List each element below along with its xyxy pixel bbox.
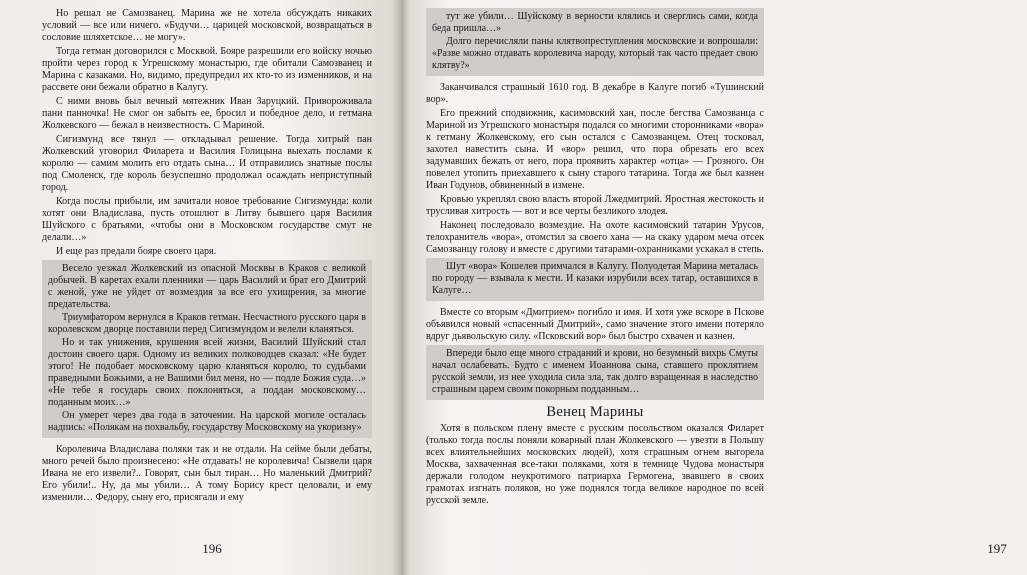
text-block	[426, 82, 764, 256]
paragraph: Королевича Владислава поляки так и не отдали. На сейме были дебаты, много речей было произнесено: «Не отдавать! не королевича! Сызвели царя Ивана не его извели?.. Говорят, сын был тиран… Но маленький Дмитрий? Его убили!.. Ну, да мы убили… А тому Борису крест целовали, и ему изменили… Федору, сыну его, присягали и ему	[42, 444, 372, 503]
paragraph: Триумфатором вернулся в Краков гетман. Несчастного русского царя в королевском дворце поставили перед Сигизмундом и велели кланяться.	[48, 312, 366, 335]
left-page-number: 196	[202, 541, 222, 556]
paragraph: Хотя в польском плену вместе с русским посольством оказался Филарет (только тогда послы поняли коварный план Жолкевского — увезти в Польшу всех влиятельнейших московских людей), хотя страшным огнем выгорела Москва, захваченная все-таки поляками, хотя в темнице Чудова монастыря держали голодом неукротимого патриарха Гермогена, звавшего в своих грамотах изгнать поляков, но уже поднялся тогда великое народное по всей русской земле.	[426, 423, 764, 506]
left-page	[0, 0, 400, 575]
paragraph: Но решал не Самозванец. Марина же не хотела обсуждать никаких условий — все или ничего. «Будучи… царицей московской, возвращаться в сословие шляхетское… не могу».	[42, 8, 372, 43]
paragraph: Сигизмунд все тянул — откладывал решение. Тогда хитрый пан Жолкевский уговорил Филарета и Василия Голицына выехать послами к королю — самим молить его отдать сына… И отправились знатные послы под Смоленск, где король безуспешно продолжал осаждать неприступный город.	[42, 134, 372, 193]
paragraph: Тогда гетман договорился с Москвой. Бояре разрешили его войску ночью пройти через город к Угрешскому монастырю, где обитали Самозванец и Марина с казаками. Но, видимо, предупредил их кто-то из изменников, и на рассвете они бежали обратно в Калугу.	[42, 46, 372, 93]
text-block	[426, 423, 764, 507]
paragraph: Когда послы прибыли, им зачитали новое требование Сигизмунда: коли хотят они Владислава, пусть отошлют в Литву бывшего царя Василия Шуйского с братьями, «чтобы они в Московском государстве смут не делали…»	[42, 196, 372, 243]
paragraph: Долго перечисляли паны клятвопреступления московские и вопрошали: «Разве можно отдавать королевича народу, который так часто предает свою клятву?»	[432, 36, 758, 71]
right-page-text	[426, 8, 764, 509]
shaded-text-block	[426, 345, 764, 400]
paragraph: Наконец последовало возмездие. На охоте касимовский татарин Урусов, телохранитель «вора», отомстил за своего хана — на скаку ударом меча отсек Самозванцу голову и вместе с другими татарами-охранниками ускакал в степь.	[426, 220, 764, 255]
paragraph: Заканчивался страшный 1610 год. В декабре в Калуге погиб «Тушинский вор».	[426, 82, 764, 105]
right-page-number: 197	[987, 541, 1007, 556]
left-page-text	[42, 8, 372, 506]
shaded-text-block	[426, 258, 764, 301]
paragraph: Кровью укреплял свою власть второй Лжедмитрий. Яростная жестокость и трусливая хитрость — вот и все черты безликого злодея.	[426, 194, 764, 217]
text-block	[42, 8, 372, 258]
text-block	[42, 444, 372, 504]
paragraph: Вместе со вторым «Дмитрием» погибло и имя. И хотя уже вскоре в Пскове объявился новый «спасенный Дмитрий», само значение этого имени потеряло вдруг дьявольскую силу. «Псковский вор» был быстро схвачен и казнен.	[426, 307, 764, 342]
text-block	[426, 307, 764, 343]
paragraph: тут же убили… Шуйскому в верности клялись и сверглись сами, когда беда пришла…»	[432, 11, 758, 34]
paragraph: Впереди было еще много страданий и крови, но безумный вихрь Смуты начал ослабевать. Будто с именем Иоаннова сына, ставшего проклятием русской земли, из нее уходила сила зла, так долго взращенная в наследство страшным царем своим покорным подданным…	[432, 348, 758, 395]
paragraph: С ними вновь был вечный мятежник Иван Заруцкий. Привороживала пани панночка! Не смог он забыть ее, бросил и победное дело, и гетмана Жолкевского — бежал в неизвестность. С Мариной.	[42, 96, 372, 131]
chapter-heading: Венец Марины	[546, 404, 644, 420]
paragraph: Он умерет через два года в заточении. На царской могиле осталась надпись: «Полякам на похвальбу, государству Московскому на укоризну»	[48, 410, 366, 433]
paragraph: Его прежний сподвижник, касимовский хан, после бегства Самозванца с Мариной из Угрешского монастыря подался со многими сторонниками «вора» к гетману Жолкевскому, его сын остался с Самозванцем. Отец тосковал, захотел навестить сына. И «вор» решил, что пора обрезать его всех задумавших бежать от него, пора проявить характер «отца» — Грозного. Он повелел утопить приехавшего к сыну старого татарина. Тогда же был казнен Иван Годунов, обвиненный в измене.	[426, 108, 764, 191]
paragraph: Но и так унижения, крушения всей жизни, Василий Шуйский стал достоин своего царя. Одному из великих полководцев сказал: «Не будет этого! Не подобает московскому царю кланяться королю, то судьбами праведными Божьими, а не Вашими бил меня, но — подле Божия суда…» «Не тебе я государь своих поклоняться, а поддан московскому… поданным моих…»	[48, 337, 366, 408]
book-gutter	[392, 0, 410, 575]
shaded-text-block	[426, 8, 764, 76]
paragraph: Шут «вора» Кошелев примчался в Калугу. Полуодетая Марина металась по городу — взывала к мести. И казаки изрубили всех татар, оставшихся в Калуге…	[432, 261, 758, 296]
paragraph: Весело уезжал Жолкевский из опасной Москвы в Краков с великой добычей. В каретах ехали пленники — царь Василий и брат его Дмитрий с женой, уже не уйдет от возмездия за все его ухищрения, за многие предательства.	[48, 263, 366, 310]
shaded-text-block	[42, 260, 372, 438]
paragraph: И еще раз предали бояре своего царя.	[56, 246, 217, 257]
